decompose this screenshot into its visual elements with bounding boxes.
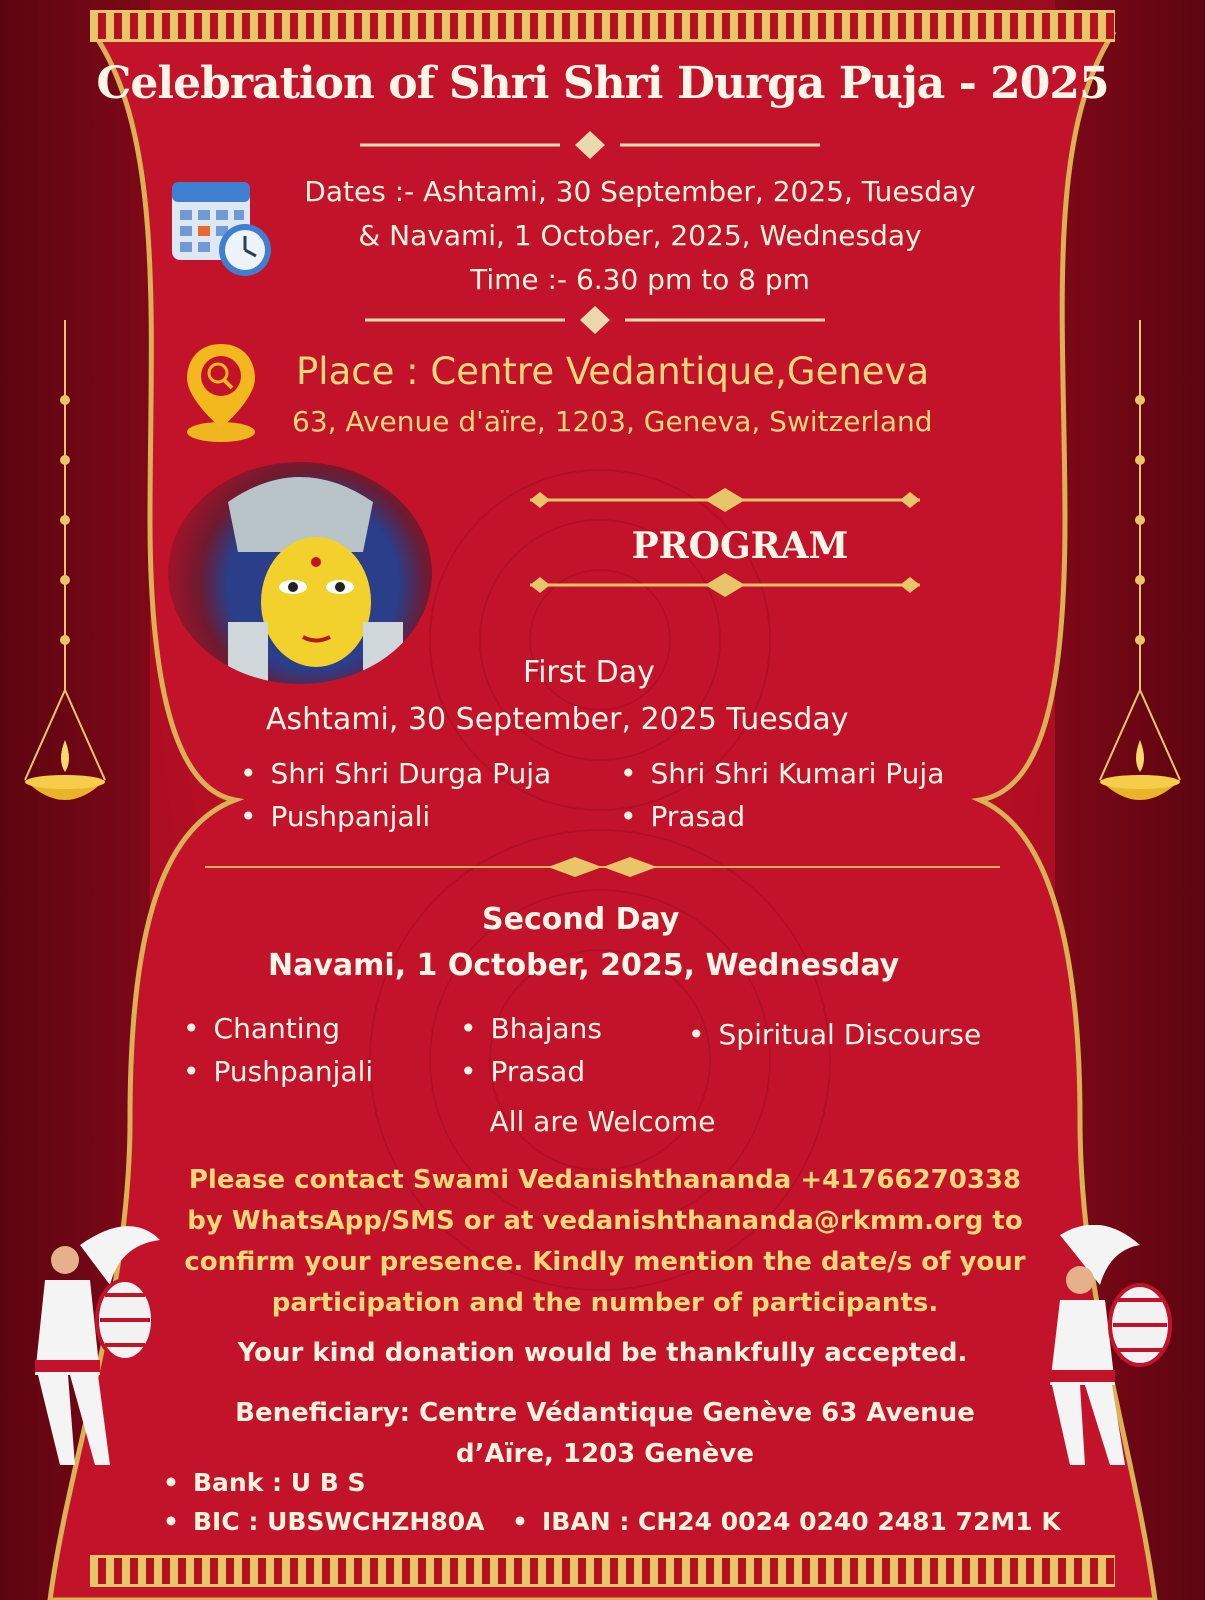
first-day-item: • Shri Shri Kumari Puja — [620, 757, 944, 790]
contact-block — [180, 1160, 1030, 1324]
second-day-item: • Pushpanjali — [183, 1055, 373, 1088]
program-bottom-ornament — [520, 570, 930, 600]
dates-line-2: & Navami, 1 October, 2025, Wednesday — [358, 219, 922, 252]
second-day-item: • Chanting — [183, 1012, 340, 1045]
first-day-item: • Pushpanjali — [240, 800, 430, 833]
bottom-ornamental-border — [90, 1555, 1115, 1587]
place-address: 63, Avenue d'aïre, 1203, Geneva, Switzerland — [292, 405, 933, 438]
bank-iban: • IBAN : CH24 0024 0240 2481 72M1 K — [512, 1507, 1061, 1536]
donation-note: Your kind donation would be thankfully accepted. — [237, 1338, 968, 1368]
diya-lamp-icon — [15, 320, 115, 820]
durga-image — [168, 462, 432, 684]
second-day-item: • Prasad — [460, 1055, 585, 1088]
page-title: Celebration of Shri Shri Durga Puja - 2025 — [96, 58, 1109, 109]
location-pin-icon — [185, 340, 265, 445]
time-line: Time :- 6.30 pm to 8 pm — [470, 263, 810, 296]
contact-line: participation and the number of participants. — [271, 1288, 939, 1318]
top-ornamental-border — [90, 10, 1115, 42]
welcome-text: All are Welcome — [489, 1105, 716, 1138]
bank-bic: • BIC : UBSWCHZH80A — [163, 1507, 485, 1536]
first-day-date: Ashtami, 30 September, 2025 Tuesday — [266, 702, 849, 737]
bank-name: • Bank : U B S — [163, 1468, 366, 1497]
place-title: Place : Centre Vedantique,Geneva — [296, 350, 930, 393]
contact-line: by WhatsApp/SMS or at vedanishthananda@rkmm.org to — [187, 1206, 1023, 1236]
contact-line: Please contact Swami Vedanishthananda +41766270338 — [188, 1165, 1022, 1195]
second-day-date: Navami, 1 October, 2025, Wednesday — [268, 948, 900, 983]
diya-lamp-icon — [1090, 320, 1190, 820]
beneficiary-line: d’Aïre, 1203 Genève — [455, 1439, 755, 1469]
schedule-divider — [360, 305, 830, 335]
first-day-item: • Shri Shri Durga Puja — [240, 757, 551, 790]
second-day-item: • Spiritual Discourse — [688, 1018, 981, 1051]
contact-line: confirm your presence. Kindly mention the date/s of your — [184, 1247, 1026, 1277]
second-day-item: • Bhajans — [460, 1012, 602, 1045]
dates-line: Dates :- Ashtami, 30 September, 2025, Tuesday — [304, 175, 976, 208]
program-heading: PROGRAM — [631, 525, 849, 567]
dhaki-drummer-icon — [1040, 1225, 1190, 1495]
program-top-ornament — [520, 485, 930, 515]
schedule-block — [200, 170, 1080, 302]
first-day-heading: First Day — [523, 655, 655, 690]
first-day-item: • Prasad — [620, 800, 745, 833]
dhaki-drummer-icon — [20, 1225, 170, 1495]
title-divider — [355, 130, 825, 160]
beneficiary-block — [180, 1393, 1030, 1475]
second-day-heading: Second Day — [482, 902, 680, 937]
beneficiary-line: Beneficiary: Centre Védantique Genève 63 Avenue — [235, 1398, 975, 1428]
